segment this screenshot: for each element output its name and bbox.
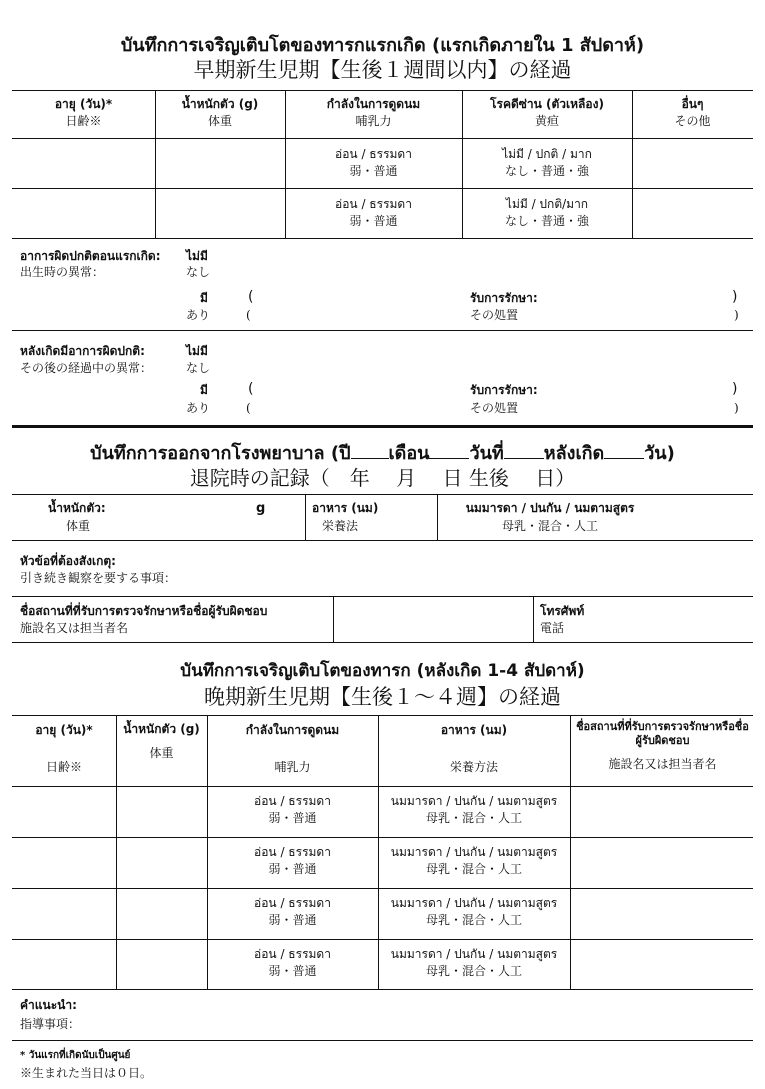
birth-abn-label-jp: 出生時の異常： <box>20 265 105 279</box>
early-header-weight: น้ำหนักตัว (g) 体重 <box>181 97 259 128</box>
early-row2-jaundice: ไม่มี / ปกติ/มาก なし・普通・強 <box>504 197 589 228</box>
birth-abn-none-th: ไม่มี <box>186 249 208 263</box>
observe-label-th: หัวข้อที่ต้องสังเกตุ: <box>20 554 116 568</box>
late-row3-feed: นมมารดา / ปนกัน / นมตามสูตร 母乳・混合・人工 <box>390 896 558 927</box>
early-row2-suck: อ่อน / ธรรมดา 弱・普通 <box>335 197 412 228</box>
after-abn-treat-th: รับการรักษา: <box>470 383 538 397</box>
after-abn-label-jp: その後の経過中の異常： <box>20 361 153 375</box>
early-row1-suck: อ่อน / ธรรมดา 弱・普通 <box>335 147 412 178</box>
discharge-feed-options-jp: 母乳・混合・人工 <box>501 519 598 533</box>
late-row4-suck: อ่อน / ธรรมดา 弱・普通 <box>254 947 331 978</box>
discharge-phone-jp: 電話 <box>540 621 565 635</box>
late-header-weight: น้ำหนักตัว (g) 体重 <box>123 722 200 760</box>
late-row2-feed: นมมารดา / ปนกัน / นมตามสูตร 母乳・混合・人工 <box>390 845 558 876</box>
late-title-thai: บันทึกการเจริญเติบโตของทารก (หลังเกิด 1-4 สัปดาห์) <box>180 661 585 681</box>
late-row1-feed: นมมารดา / ปนกัน / นมตามสูตร 母乳・混合・人工 <box>390 794 558 825</box>
discharge-title-japanese: 退院時の記録（ 年 月 日 生後 日） <box>189 466 576 490</box>
early-header-other: อื่นๆ その他 <box>674 97 711 128</box>
late-header-feed: อาหาร (นม) 栄養方法 <box>440 723 508 774</box>
guidance-label-th: คำแนะนำ: <box>20 998 77 1012</box>
late-title-japanese: 晚期新生児期【生後１～４週】の経過 <box>204 685 561 709</box>
early-title-thai: บันทึกการเจริญเติบโตของทารกแรกเกิด (แรกเกิดภายใน 1 สัปดาห์) <box>120 35 645 56</box>
birth-abn-yes-jp: あり <box>186 308 211 322</box>
late-header-age: อายุ (วัน)* 日齢※ <box>35 723 93 774</box>
after-abn-label-th: หลังเกิดมีอาการผิดปกติ: <box>20 344 145 358</box>
discharge-weight-th: น้ำหนักตัว: <box>48 501 106 515</box>
after-abn-treat-jp: その処置 <box>470 401 519 415</box>
discharge-weight-jp: 体重 <box>66 519 91 533</box>
late-row3-suck: อ่อน / ธรรมดา 弱・普通 <box>254 896 331 927</box>
early-header-age: อายุ (วัน)* 日齢※ <box>54 97 113 128</box>
guidance-label-jp: 指導事項： <box>20 1017 81 1031</box>
late-row4-feed: นมมารดา / ปนกัน / นมตามสูตร 母乳・混合・人工 <box>390 947 558 978</box>
late-header-suck: กำลังในการดูดนม 哺乳力 <box>245 723 340 774</box>
early-header-jaundice: โรคดีซ่าน (ตัวเหลือง) 黄疸 <box>490 97 604 128</box>
late-header-facility: ชื่อสถานที่ที่รับการตรวจรักษาหรือชื่อผู้รับผิดชอบ 施設名又は担当者名 <box>576 720 749 771</box>
birth-abn-label-th: อาการผิดปกติตอนแรกเกิด: <box>20 249 161 263</box>
discharge-feed-options-th: นมมารดา / ปนกัน / นมตามสูตร <box>465 501 635 515</box>
discharge-facility-jp: 施設名又は担当者名 <box>20 621 129 635</box>
discharge-feed-th: อาหาร (นม) <box>312 501 379 515</box>
after-abn-yes-th: มี <box>200 383 208 397</box>
discharge-phone-th: โทรศัพท์ <box>540 604 585 618</box>
discharge-facility-th: ชื่อสถานที่ที่รับการตรวจรักษาหรือชื่อผู้รับผิดชอบ <box>20 604 268 618</box>
late-row1-suck: อ่อน / ธรรมดา 弱・普通 <box>254 794 331 825</box>
footnote-jp: ※生まれた当日は０日。 <box>20 1066 153 1080</box>
observe-label-jp: 引き続き観察を要する事項： <box>20 571 177 585</box>
birth-abn-treat-jp: その処置 <box>470 308 519 322</box>
after-abn-none-jp: なし <box>186 361 211 375</box>
after-abn-none-th: ไม่มี <box>186 344 208 358</box>
early-title-japanese: 早期新生児期【生後１週間以内】の経過 <box>193 58 572 82</box>
early-header-suck: กำลังในการดูดนม 哺乳力 <box>326 97 421 128</box>
early-row1-jaundice: ไม่มี / ปกติ / มาก なし・普通・強 <box>502 147 592 178</box>
birth-abn-none-jp: なし <box>186 265 211 279</box>
discharge-weight-unit: g <box>256 501 266 516</box>
birth-abn-yes-th: มี <box>200 291 208 305</box>
after-abn-yes-jp: あり <box>186 401 211 415</box>
late-row2-suck: อ่อน / ธรรมดา 弱・普通 <box>254 845 331 876</box>
footnote-th: * วันแรกที่เกิดนับเป็นศูนย์ <box>20 1050 131 1061</box>
discharge-title-thai: บันทึกการออกจากโรงพยาบาล (ปี เดือน วันที่ หลังเกิด วัน) <box>90 443 675 464</box>
discharge-feed-jp: 栄養法 <box>322 519 359 533</box>
birth-abn-treat-th: รับการรักษา: <box>470 291 538 305</box>
